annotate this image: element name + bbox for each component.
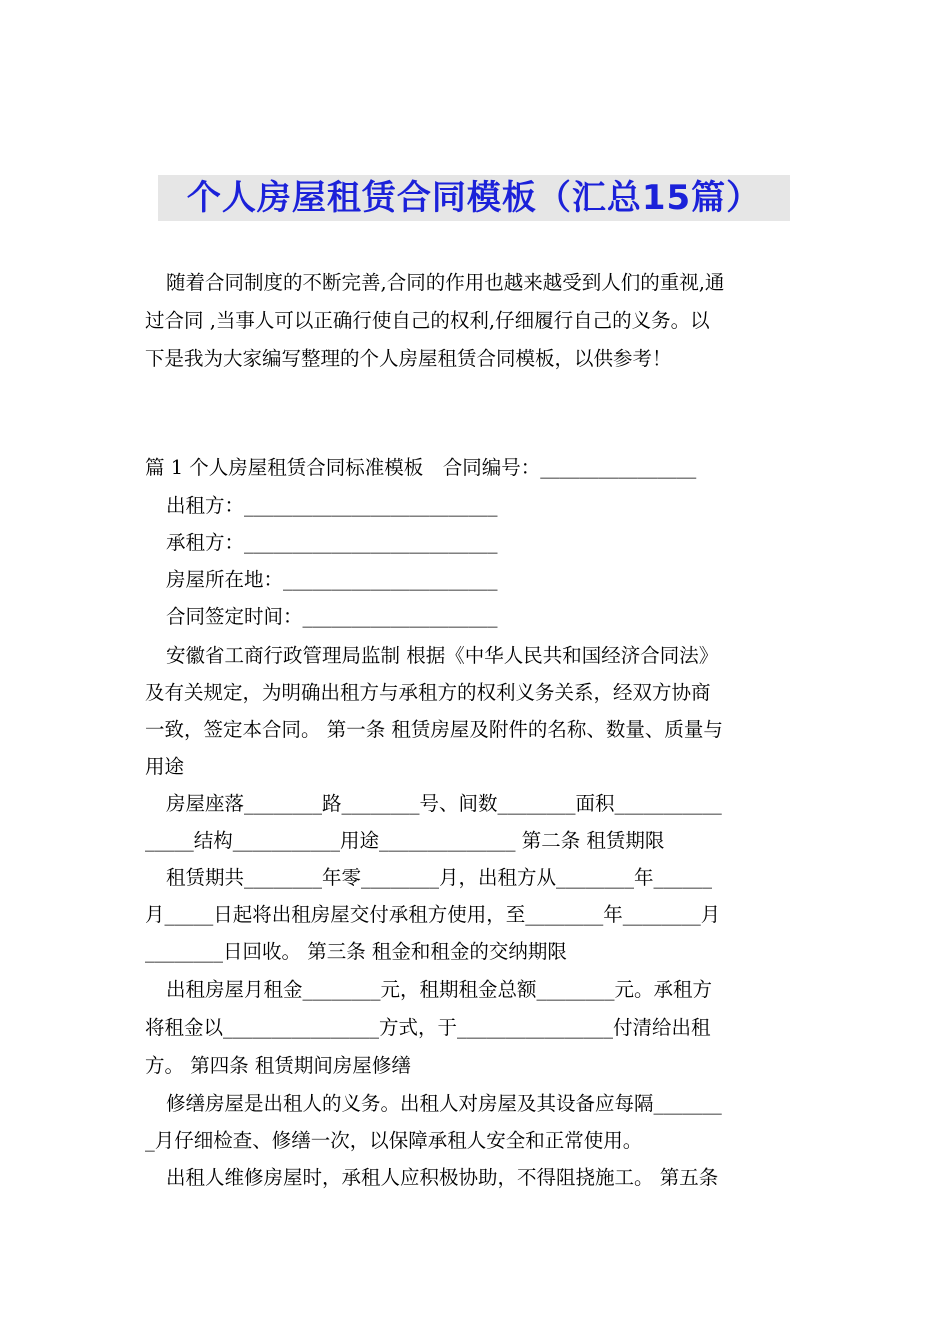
page-title: 个人房屋租赁合同模板（汇总15篇）: [186, 178, 762, 218]
body-line: 用途: [145, 755, 185, 778]
body-line: _____结构___________用途______________ 第二条 租赁期限: [145, 829, 665, 852]
body-line: 及有关规定，为明确出租方与承租方的权利义务关系，经双方协商: [145, 681, 711, 704]
body-line: 修缮房屋是出租人的义务。出租人对房屋及其设备应每隔_______: [166, 1092, 722, 1115]
field-sign-date: 合同签定时间：____________________: [166, 605, 498, 628]
body-line: 月_____日起将出租房屋交付承租方使用，至________年________月: [145, 903, 721, 926]
body-line: _月仔细检查、修缮一次，以保障承租人安全和正常使用。: [145, 1129, 643, 1152]
body-line: 一致，签定本合同。 第一条 租赁房屋及附件的名称、数量、质量与: [145, 718, 723, 741]
section-heading: 篇 1 个人房屋租赁合同标准模板 合同编号：________________: [145, 456, 697, 479]
field-location: 房屋所在地：______________________: [166, 568, 498, 591]
title-highlight: [158, 175, 790, 221]
body-line: 出租人维修房屋时，承租人应积极协助，不得阻挠施工。 第五条: [166, 1166, 719, 1189]
field-lessee: 承租方：__________________________: [166, 531, 498, 554]
body-line: 房屋座落________路________号、间数________面积___________: [166, 792, 722, 815]
body-line: 方。 第四条 租赁期间房屋修缮: [145, 1054, 411, 1077]
field-lessor: 出租方：__________________________: [166, 494, 498, 517]
intro-line-2: 过合同 ,当事人可以正确行使自己的权利,仔细履行自己的义务。以: [145, 309, 710, 332]
body-line: 安徽省工商行政管理局监制 根据《中华人民共和国经济合同法》: [166, 644, 719, 667]
body-line: 将租金以________________方式，于________________付清给出租: [145, 1016, 711, 1039]
intro-line-1: 随着合同制度的不断完善,合同的作用也越来越受到人们的重视,通: [166, 271, 725, 294]
body-line: ________日回收。 第三条 租金和租金的交纳期限: [145, 940, 567, 963]
body-line: 租赁期共________年零________月，出租方从________年______: [166, 866, 713, 889]
body-line: 出租房屋月租金________元，租期租金总额________元。承租方: [166, 978, 713, 1001]
intro-line-3: 下是我为大家编写整理的个人房屋租赁合同模板，以供参考！: [145, 347, 672, 370]
